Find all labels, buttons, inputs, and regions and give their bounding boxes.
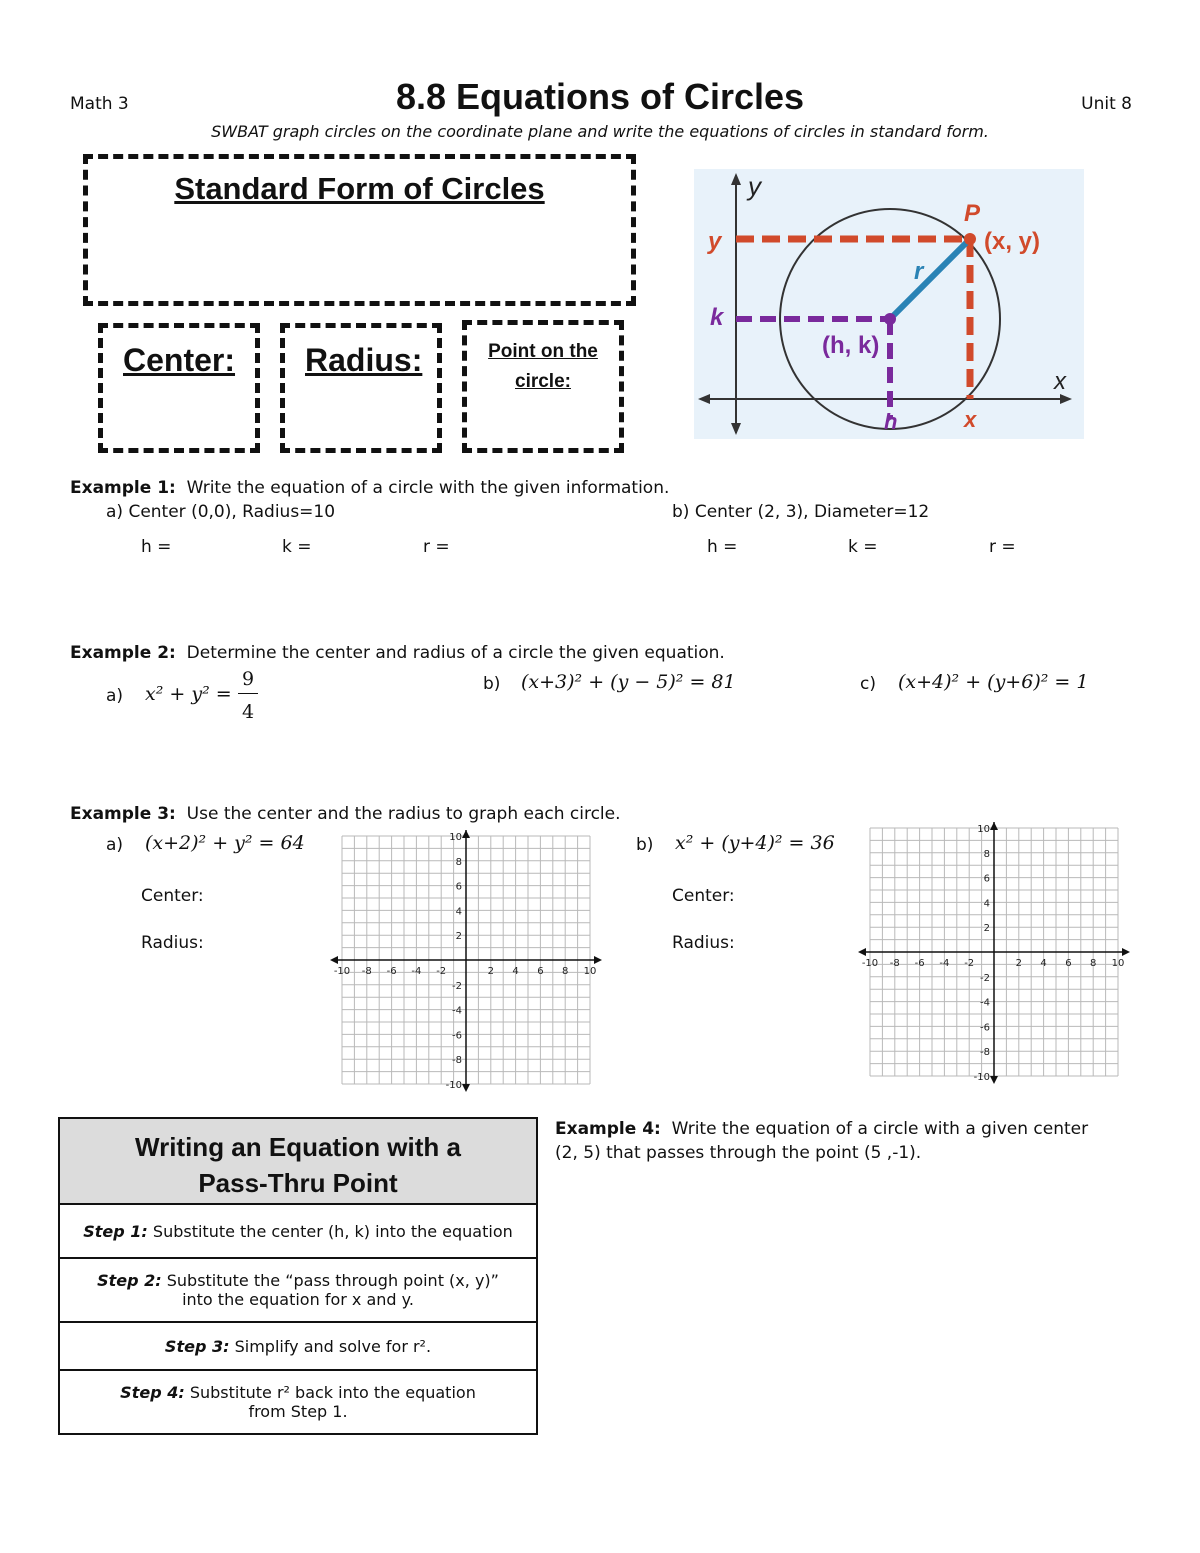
ex2-line — [70, 643, 725, 663]
ex3-line — [70, 804, 621, 824]
ex1-b-r: r = — [989, 537, 1016, 557]
step3-label: Step 3: — [164, 1336, 230, 1356]
y-tick-label: -4 — [980, 997, 990, 1009]
x-axis-label: x — [1054, 368, 1066, 395]
step1-label: Step 1: — [83, 1221, 148, 1241]
y-tick-label: 10 — [977, 824, 990, 835]
y-tick-label: y — [708, 228, 722, 255]
x-tick-label: 2 — [1015, 958, 1022, 969]
x-tick-label: 8 — [1090, 958, 1097, 969]
ex4-line1 — [555, 1119, 1088, 1139]
step1-row — [58, 1205, 538, 1259]
objective: SWBAT graph circles on the coordinate plane and write the equations of circles in standard form. — [211, 122, 989, 141]
ex1-b-k: k = — [848, 537, 878, 557]
ex3-prompt: Use the center and the radius to graph each circle. — [186, 804, 621, 824]
x-tick-label: -8 — [889, 958, 900, 969]
radius-box — [280, 323, 442, 453]
ex2-b-label: b) — [483, 674, 501, 694]
ex2-label: Example 2: — [70, 643, 176, 663]
standard-form-box — [83, 154, 636, 306]
step3-text: Simplify and solve for r². — [234, 1336, 432, 1356]
standard-form-title: Standard Form of Circles — [174, 171, 545, 206]
radius-label: Radius: — [305, 342, 423, 378]
step3-row — [58, 1323, 538, 1371]
ex3-b-eq: x² + (y+4)² = 36 — [675, 832, 835, 854]
passthru-title — [60, 1129, 536, 1201]
ex4-label: Example 4: — [555, 1119, 661, 1139]
x-tick-label: 2 — [487, 966, 494, 977]
ex1-a-h: h = — [141, 537, 172, 557]
ex1-a-k: k = — [282, 537, 312, 557]
ex1-a: a) Center (0,0), Radius=10 — [106, 502, 336, 522]
point-label — [467, 337, 619, 397]
step2-text-a: Substitute the “pass through point (x, y)” — [166, 1271, 499, 1290]
x-tick-label: -4 — [939, 958, 950, 969]
page-title: 8.8 Equations of Circles — [395, 76, 805, 117]
ex2-a-num: 9 — [242, 668, 255, 690]
ex2-c-label: c) — [860, 674, 876, 694]
ex3-label: Example 3: — [70, 804, 176, 824]
center-box — [98, 323, 260, 453]
ex1-b-h: h = — [707, 537, 738, 557]
y-tick-label: -4 — [452, 1005, 462, 1017]
y-tick-label: -6 — [452, 1030, 462, 1042]
ex4-prompt-a: Write the equation of a circle with a given center — [671, 1119, 1089, 1139]
ex2-prompt: Determine the center and radius of a circle the given equation. — [186, 643, 725, 663]
ex3-b-radius: Radius: — [672, 933, 735, 953]
graph-grid-a[interactable] — [330, 830, 605, 1098]
y-tick-label: -2 — [452, 980, 462, 992]
x-tick-label: -6 — [914, 958, 925, 969]
ex1-b: b) Center (2, 3), Diameter=12 — [672, 502, 930, 522]
x-tick-label: -10 — [861, 958, 879, 969]
y-axis-arrow-icon — [462, 830, 470, 838]
point-label-line1: Point on the — [488, 341, 598, 362]
ex1-a-r: r = — [423, 537, 450, 557]
y-tick-label: -10 — [973, 1072, 990, 1083]
point-label-line2: circle: — [515, 371, 571, 392]
graph-grid-b[interactable] — [858, 822, 1133, 1090]
x-tick-label: -6 — [386, 966, 397, 977]
ex3-a-eq: (x+2)² + y² = 64 — [145, 832, 305, 854]
x-axis-arrow-icon — [594, 956, 602, 964]
y-tick-label: 6 — [455, 881, 462, 893]
r-label: r — [914, 258, 924, 285]
passthru-title-line1: Writing an Equation with a — [135, 1132, 461, 1162]
x-tick-label: 10 — [583, 966, 597, 977]
h-tick-label: h — [884, 409, 898, 434]
x-axis-arrow-left-icon — [330, 956, 338, 964]
y-axis-label: y — [748, 171, 761, 201]
step2-text-b: into the equation for x and y. — [182, 1290, 414, 1309]
ex1-prompt: Write the equation of a circle with the given information. — [186, 478, 670, 498]
ex2-a-label: a) — [106, 686, 124, 706]
y-tick-label: -2 — [980, 972, 990, 984]
y-axis-arrow-down-icon — [990, 1076, 998, 1084]
step4-text-a: Substitute r² back into the equation — [189, 1383, 476, 1402]
hk-label: (h, k) — [822, 332, 880, 359]
p-label: P — [964, 200, 981, 227]
step1-text: Substitute the center (h, k) into the equation — [152, 1221, 513, 1241]
step4-row — [58, 1371, 538, 1435]
ex3-a-label: a) — [106, 835, 124, 855]
point-p — [964, 233, 976, 245]
ex3-a-radius: Radius: — [141, 933, 204, 953]
point-box — [462, 320, 624, 453]
x-tick-label: 4 — [1040, 958, 1047, 969]
ex3-a-center: Center: — [141, 886, 204, 906]
x-tick-label: -2 — [964, 958, 975, 969]
x-tick-label: -2 — [436, 966, 447, 977]
x-tick-label: -4 — [411, 966, 422, 977]
y-axis-arrow-down-icon — [462, 1084, 470, 1092]
ex3-b-label: b) — [636, 835, 654, 855]
y-tick-label: 4 — [983, 898, 990, 910]
unit-label: Unit 8 — [1081, 94, 1132, 114]
x-tick-label: 10 — [1111, 958, 1125, 969]
course-label: Math 3 — [70, 94, 129, 114]
y-tick-label: 2 — [983, 923, 990, 935]
y-tick-label: 10 — [449, 832, 462, 843]
x-tick-label: 8 — [562, 966, 569, 977]
ex2-a-den: 4 — [242, 701, 255, 723]
ex4-prompt-b: (2, 5) that passes through the point (5 ,-1). — [555, 1143, 922, 1163]
ex1-line — [70, 478, 669, 498]
circle-diagram — [694, 169, 1084, 439]
y-tick-label: 8 — [983, 848, 990, 860]
y-axis-arrow-icon — [990, 822, 998, 830]
ex2-c-eq: (x+4)² + (y+6)² = 1 — [898, 671, 1089, 693]
step2-label: Step 2: — [97, 1271, 162, 1290]
y-tick-label: 4 — [455, 906, 462, 918]
x-tick-label: 6 — [537, 966, 544, 977]
x-tick-label: 4 — [512, 966, 519, 977]
y-tick-label: -6 — [980, 1022, 990, 1034]
x-tick-label: x — [964, 407, 977, 432]
x-tick-label: -8 — [361, 966, 372, 977]
ex2-a-fraction-bar — [238, 693, 258, 694]
y-tick-label: 2 — [455, 931, 462, 943]
x-tick-label: -10 — [333, 966, 351, 977]
y-tick-label: 6 — [983, 873, 990, 885]
step2-row — [58, 1259, 538, 1323]
ex1-label: Example 1: — [70, 478, 176, 498]
step4-text-b: from Step 1. — [248, 1402, 348, 1421]
ex3-b-center: Center: — [672, 886, 735, 906]
x-axis-arrow-icon — [1122, 948, 1130, 956]
center-label: Center: — [123, 342, 236, 378]
ex2-b-eq: (x+3)² + (y − 5)² = 81 — [521, 671, 736, 693]
y-tick-label: -10 — [445, 1080, 462, 1091]
x-tick-label: 6 — [1065, 958, 1072, 969]
xy-label: (x, y) — [984, 228, 1041, 255]
center-point — [884, 313, 896, 325]
passthru-title-line2: Pass-Thru Point — [198, 1168, 398, 1198]
ex2-a-eq: x² + y² = — [145, 683, 232, 705]
x-axis-arrow-left-icon — [858, 948, 866, 956]
y-tick-label: -8 — [452, 1055, 462, 1067]
y-tick-label: 8 — [455, 856, 462, 868]
passthru-header — [58, 1117, 538, 1205]
k-tick-label: k — [710, 304, 724, 331]
step4-label: Step 4: — [120, 1383, 185, 1402]
y-tick-label: -8 — [980, 1047, 990, 1059]
